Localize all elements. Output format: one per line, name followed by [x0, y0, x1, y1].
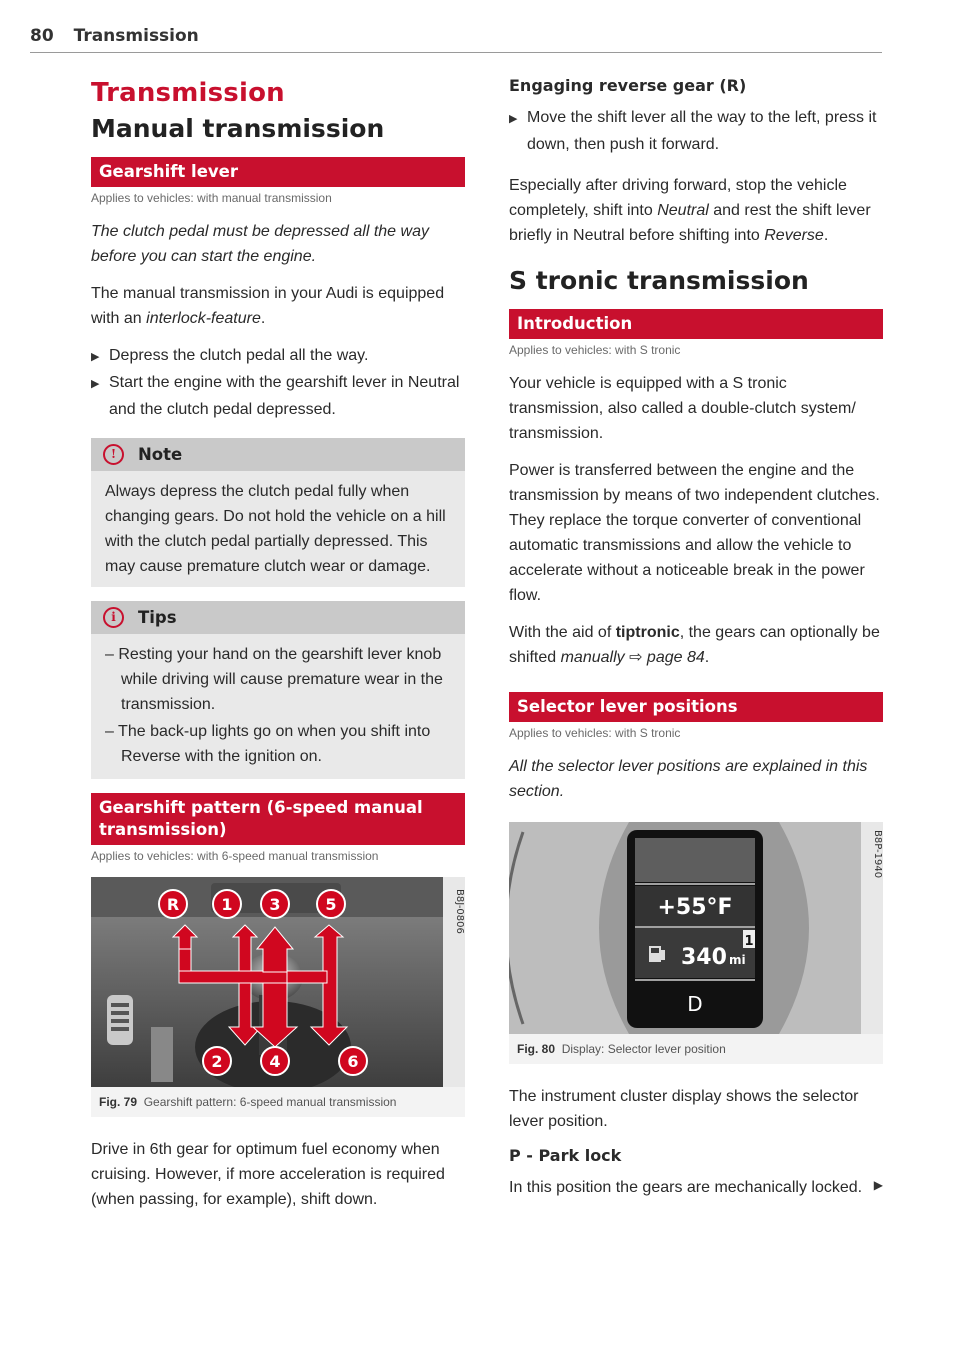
bullet-triangle-icon: ▶ — [91, 351, 100, 363]
gear-label-3: 3 — [269, 895, 281, 914]
figure-code: B8J-0806 — [454, 889, 465, 934]
tips-title: Tips — [138, 608, 177, 627]
applies-to-pattern: Applies to vehicles: with 6-speed manual transmission — [91, 849, 379, 863]
note-title: Note — [138, 445, 183, 464]
figure-code: B8P-1940 — [872, 830, 883, 879]
bullet-triangle-icon: ▶ — [509, 113, 518, 125]
interlock-paragraph: The manual transmission in your Audi is equipped with an interlock-feature. — [91, 285, 445, 327]
heading-selector-positions: Selector lever positions — [509, 692, 883, 722]
info-icon: i — [103, 607, 124, 628]
reverse-paragraph: Especially after driving forward, stop the vehicle completely, shift into Neutral and rest the shift lever briefly in Neutral before shifting into Reverse. — [509, 177, 871, 244]
instrument-cluster-display — [509, 822, 883, 1034]
gearshift-steps — [91, 343, 465, 422]
section-title-stronic: S tronic transmission — [509, 266, 809, 295]
heading-gearshift-pattern: Gearshift pattern (6-speed manual transmission) — [91, 793, 465, 845]
gear-number-readout: 1 — [744, 934, 754, 949]
list-item: – Resting your hand on the gearshift lever knob while driving will cause premature wear in the transmission. — [105, 646, 443, 713]
gear-label-r: R — [166, 895, 180, 914]
list-item: ▶ Start the engine with the gearshift lever in Neutral and the clutch pedal depressed. — [91, 374, 460, 418]
left-column — [91, 72, 465, 1224]
park-lock-paragraph: In this position the gears are mechanically locked. ▶ — [509, 1175, 883, 1200]
gearshift-pattern-illustration — [91, 877, 465, 1087]
heading-park-lock: P - Park lock — [509, 1146, 622, 1165]
bullet-triangle-icon: ▶ — [91, 378, 100, 390]
section-title-manual: Manual transmission — [91, 114, 385, 143]
gear-label-1: 1 — [221, 895, 233, 914]
running-header — [30, 26, 882, 46]
warning-icon: ! — [103, 444, 124, 465]
note-box — [91, 438, 465, 587]
note-text: Always depress the clutch pedal fully when changing gears. Do not hold the vehicle on a hill with the clutch pedal partially depressed. This may cause premature clutch wear or damage. — [105, 483, 446, 575]
range-readout: 340 — [681, 945, 727, 970]
figure-caption: Fig. 79 Gearshift pattern: 6-speed manual transmission — [99, 1095, 397, 1109]
header-rule — [30, 52, 882, 53]
range-unit: mi — [729, 953, 746, 967]
heading-engaging-reverse: Engaging reverse gear (R) — [509, 76, 747, 95]
applies-to-gearshift: Applies to vehicles: with manual transmission — [91, 191, 332, 205]
right-column — [509, 72, 883, 1212]
gear-label-2: 2 — [211, 1052, 223, 1071]
gearshift-intro: The clutch pedal must be depressed all the way before you can start the engine. — [91, 223, 429, 265]
gear-label-4: 4 — [269, 1052, 281, 1071]
applies-to-introduction: Applies to vehicles: with S tronic — [509, 343, 681, 357]
page-reference-link[interactable]: ⇨ page 84 — [624, 649, 705, 666]
selector-position-readout: D — [687, 992, 703, 1016]
tiptronic-paragraph: With the aid of tiptronic, the gears can optionally be shifted manually ⇨ page 84. — [509, 624, 880, 666]
list-item: ▶ Move the shift lever all the way to the left, press it down, then push it forward. — [509, 109, 877, 153]
page-number: 80 — [30, 26, 54, 46]
temperature-readout: +55°F — [657, 895, 733, 920]
gear-label-5: 5 — [325, 895, 337, 914]
selector-intro: All the selector lever positions are explained in this section. — [509, 758, 868, 800]
cluster-paragraph: The instrument cluster display shows the selector lever position. — [509, 1088, 859, 1130]
gear-label-6: 6 — [347, 1052, 359, 1071]
sixth-gear-paragraph: Drive in 6th gear for optimum fuel economy when cruising. However, if more acceleration is required (when passing, for example), shift down. — [91, 1141, 445, 1208]
list-item: ▶ Depress the clutch pedal all the way. — [91, 343, 465, 370]
heading-introduction: Introduction — [509, 309, 883, 339]
chapter-title: Transmission — [91, 78, 285, 108]
intro-paragraph-2: Power is transferred between the engine and the transmission by means of two independent clutches. They replace the torque converter of conventional automatic transmissions and allow the vehicle to accelerate without a noticeable break in the power flow. — [509, 462, 880, 604]
figure-caption: Fig. 80 Display: Selector lever position — [517, 1042, 726, 1056]
figure-79 — [91, 877, 465, 1117]
applies-to-selector: Applies to vehicles: with S tronic — [509, 726, 681, 740]
figure-80 — [509, 822, 883, 1064]
list-item: – The back-up lights go on when you shift into Reverse with the ignition on. — [105, 723, 431, 765]
intro-paragraph-1: Your vehicle is equipped with a S tronic transmission, also called a double-clutch system/ transmission. — [509, 375, 856, 442]
running-section-title: Transmission — [73, 26, 199, 46]
heading-gearshift-lever: Gearshift lever — [91, 157, 465, 187]
continue-arrow-icon: ▶ — [873, 1178, 883, 1192]
tips-box — [91, 601, 465, 779]
